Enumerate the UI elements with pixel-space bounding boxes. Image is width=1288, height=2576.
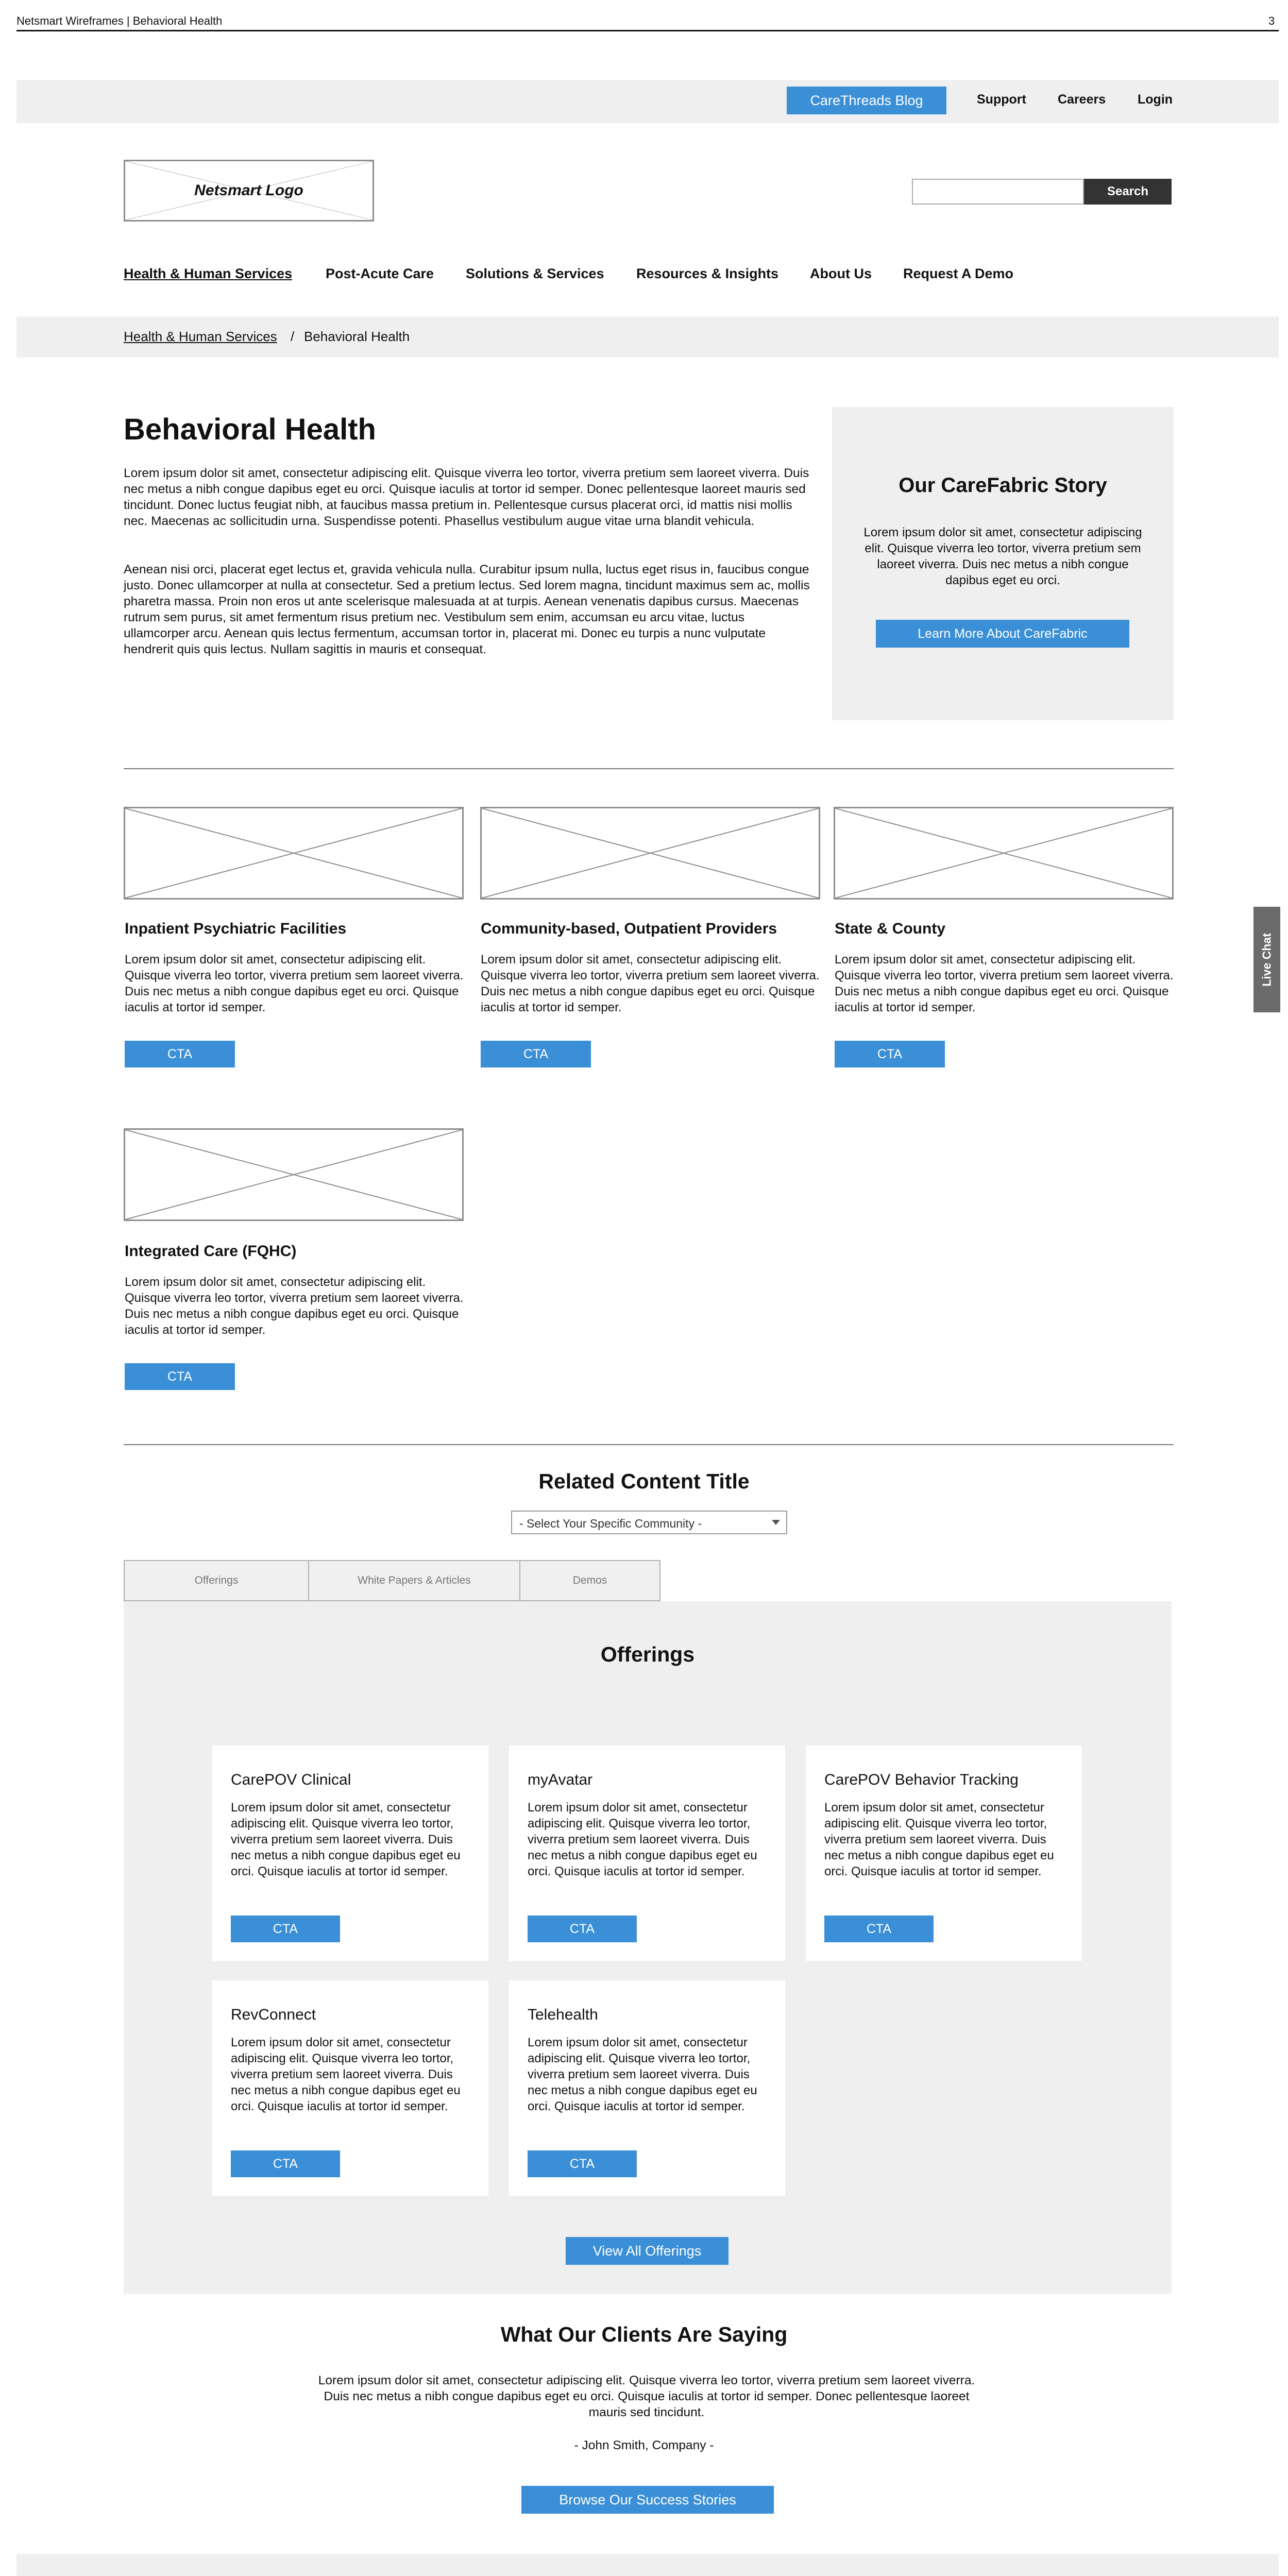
testimonial-author: - John Smith, Company - <box>574 2438 714 2452</box>
offering-cta-button[interactable]: CTA <box>231 2150 340 2177</box>
card-image-placeholder <box>124 1128 464 1221</box>
header-logo[interactable] <box>124 160 374 222</box>
related-content-title: Related Content Title <box>538 1469 750 1493</box>
nav-resources-insights[interactable]: Resources & Insights <box>636 266 779 281</box>
tab-demos[interactable]: Demos <box>519 1560 660 1601</box>
support-link[interactable]: Support <box>977 92 1026 107</box>
community-select-value: - Select Your Specific Community - <box>519 1517 702 1530</box>
offering-title: CarePOV Clinical <box>231 1771 351 1788</box>
card-text: Lorem ipsum dolor sit amet, consectetur adipiscing elit. Quisque viverra leo tortor, viverra pretium sem laoreet viverra. Duis nec metus a nibh congue dapibus eget eu orci. Quisque iaculis at tortor id semper. <box>481 953 820 1014</box>
view-all-offerings-button[interactable]: View All Offerings <box>566 2237 728 2265</box>
offering-text: Lorem ipsum dolor sit amet, consectetur adipiscing elit. Quisque viverra leo tortor, viverra pretium sem laoreet viverra. Duis nec metus a nibh congue dapibus eget eu orci. Quisque iaculis at tortor id semper. <box>528 2036 757 2113</box>
carethreads-blog-button[interactable]: CareThreads Blog <box>787 87 946 114</box>
card-image-placeholder <box>480 807 820 900</box>
offering-card <box>509 1980 785 2196</box>
search-input[interactable] <box>912 179 1084 205</box>
careers-link[interactable]: Careers <box>1058 92 1106 107</box>
offering-text: Lorem ipsum dolor sit amet, consectetur adipiscing elit. Quisque viverra leo tortor, viverra pretium sem laoreet viverra. Duis nec metus a nibh congue dapibus eget eu orci. Quisque iaculis at tortor id semper. <box>528 1801 757 1878</box>
breadcrumb-separator: / <box>291 329 295 344</box>
nav-health-human-services[interactable]: Health & Human Services <box>124 266 293 281</box>
wireframe-title: Netsmart Wireframes | Behavioral Health <box>16 14 223 27</box>
footer <box>16 2554 1279 2576</box>
offering-card <box>509 1745 785 1961</box>
top-divider <box>16 30 1279 31</box>
nav-about-us[interactable]: About Us <box>810 266 872 281</box>
story-title: Our CareFabric Story <box>899 474 1107 497</box>
page-number: 3 <box>1268 14 1275 27</box>
offering-title: Telehealth <box>528 2006 598 2023</box>
offering-title: RevConnect <box>231 2006 316 2023</box>
story-text: Lorem ipsum dolor sit amet, consectetur adipiscing elit. Quisque viverra leo tortor, viverra pretium sem laoreet viverra. Duis nec metus a nibh congue dapibus eget eu orci. <box>863 526 1142 587</box>
section-divider <box>124 768 1174 769</box>
card-text: Lorem ipsum dolor sit amet, consectetur adipiscing elit. Quisque viverra leo tortor, viverra pretium sem laoreet viverra. Duis nec metus a nibh congue dapibus eget eu orci. Quisque iaculis at tortor id semper. <box>125 953 464 1014</box>
chevron-down-icon <box>772 1520 780 1525</box>
card-title: State & County <box>835 920 946 937</box>
live-chat-label: Live Chat <box>1260 933 1274 987</box>
breadcrumb-current: Behavioral Health <box>304 329 410 344</box>
offering-title: CarePOV Behavior Tracking <box>824 1771 1019 1788</box>
card-cta-button[interactable]: CTA <box>835 1041 945 1067</box>
login-link[interactable]: Login <box>1138 92 1173 107</box>
browse-success-stories-button[interactable]: Browse Our Success Stories <box>521 2486 774 2514</box>
card-title: Inpatient Psychiatric Facilities <box>125 920 347 937</box>
card-cta-button[interactable]: CTA <box>481 1041 591 1067</box>
offering-card <box>212 1745 488 1961</box>
card-text: Lorem ipsum dolor sit amet, consectetur adipiscing elit. Quisque viverra leo tortor, viverra pretium sem laoreet viverra. Duis nec metus a nibh congue dapibus eget eu orci. Quisque iaculis at tortor id semper. <box>835 953 1174 1014</box>
offering-cta-button[interactable]: CTA <box>528 2150 637 2177</box>
intro-paragraph-1: Lorem ipsum dolor sit amet, consectetur adipiscing elit. Quisque viverra leo tortor, viverra pretium sem laoreet viverra. Duis nec metus a nibh congue dapibus eget eu orci. Quisque iaculis at tortor id semper. Donec pellentesque laoreet mauris sed tincidunt. Donec luctus feugiat nibh, at faucibus massa pretium in. Pellentesque cursus placerat orci, id mattis nisi mollis nec. Maecenas ac sollicitudin urna. Suspendisse potenti. Phasellus vestibulum augue vitae urna blandit vehicula. <box>124 466 809 528</box>
tab-white-papers[interactable]: White Papers & Articles <box>308 1560 520 1601</box>
offering-cta-button[interactable]: CTA <box>824 1916 934 1942</box>
card-cta-button[interactable]: CTA <box>125 1363 235 1390</box>
nav-request-demo[interactable]: Request A Demo <box>903 266 1014 281</box>
search-button[interactable]: Search <box>1084 179 1172 205</box>
testimonial-quote: Lorem ipsum dolor sit amet, consectetur adipiscing elit. Quisque viverra leo tortor, viverra pretium sem laoreet viverra. Duis nec metus a nibh congue dapibus eget eu orci. Quisque iaculis at tortor id semper. Donec pellentesque laoreet mauris sed tincidunt. <box>318 2374 975 2419</box>
card-title: Community-based, Outpatient Providers <box>481 920 777 937</box>
intro-paragraph-2: Aenean nisi orci, placerat eget lectus et, gravida vehicula nulla. Curabitur ipsum nulla, luctus eget risus in, faucibus congue justo. Donec ullamcorper at nulla at consectetur. Sed a pretium lectus. Sed lorem magna, tincidunt maximus sem ac, mollis pharetra massa. Proin non eros ut ante scelerisque malesuada at at turpis. Aenean venenatis dapibus cursus. Maecenas rutrum sem purus, sit amet fermentum risus pretium nec. Vestibulum sem enim, accumsan eu arcu vitae, luctus ullamcorper arcu. Aenean quis lectus fermentum, accumsan tortor in, placerat mi. Donec eu turpis a nunc vulputate hendrerit quis quis lectus. Nullam sagittis in mauris et consequat. <box>124 563 810 656</box>
page-title: Behavioral Health <box>124 413 376 446</box>
offering-cta-button[interactable]: CTA <box>528 1916 637 1942</box>
offering-text: Lorem ipsum dolor sit amet, consectetur adipiscing elit. Quisque viverra leo tortor, viverra pretium sem laoreet viverra. Duis nec metus a nibh congue dapibus eget eu orci. Quisque iaculis at tortor id semper. <box>824 1801 1054 1878</box>
live-chat-tab[interactable] <box>1253 907 1280 1012</box>
section-divider <box>124 1444 1174 1445</box>
card-text: Lorem ipsum dolor sit amet, consectetur adipiscing elit. Quisque viverra leo tortor, viverra pretium sem laoreet viverra. Duis nec metus a nibh congue dapibus eget eu orci. Quisque iaculis at tortor id semper. <box>125 1275 464 1337</box>
offering-text: Lorem ipsum dolor sit amet, consectetur adipiscing elit. Quisque viverra leo tortor, viverra pretium sem laoreet viverra. Duis nec metus a nibh congue dapibus eget eu orci. Quisque iaculis at tortor id semper. <box>231 2036 461 2113</box>
offering-card <box>806 1745 1082 1961</box>
breadcrumb <box>16 316 1279 358</box>
card-image-placeholder <box>124 807 464 900</box>
offerings-panel <box>124 1601 1172 2294</box>
tab-offerings[interactable]: Offerings <box>124 1560 309 1601</box>
offering-card <box>212 1980 488 2196</box>
testimonial-title: What Our Clients Are Saying <box>500 2323 788 2346</box>
nav-solutions-services[interactable]: Solutions & Services <box>466 266 604 281</box>
learn-more-carefabric-button[interactable]: Learn More About CareFabric <box>876 620 1129 648</box>
card-title: Integrated Care (FQHC) <box>125 1243 297 1260</box>
carefabric-story-box <box>832 407 1174 720</box>
logo-text: Netsmart Logo <box>194 182 303 199</box>
breadcrumb-parent-link[interactable]: Health & Human Services <box>124 329 277 344</box>
offering-title: myAvatar <box>528 1771 593 1788</box>
offering-text: Lorem ipsum dolor sit amet, consectetur adipiscing elit. Quisque viverra leo tortor, viverra pretium sem laoreet viverra. Duis nec metus a nibh congue dapibus eget eu orci. Quisque iaculis at tortor id semper. <box>231 1801 461 1878</box>
card-cta-button[interactable]: CTA <box>125 1041 235 1067</box>
nav-post-acute-care[interactable]: Post-Acute Care <box>326 266 434 281</box>
card-image-placeholder <box>834 807 1174 900</box>
offering-cta-button[interactable]: CTA <box>231 1916 340 1942</box>
offerings-panel-title: Offerings <box>600 1642 695 1666</box>
community-select[interactable] <box>511 1511 787 1534</box>
